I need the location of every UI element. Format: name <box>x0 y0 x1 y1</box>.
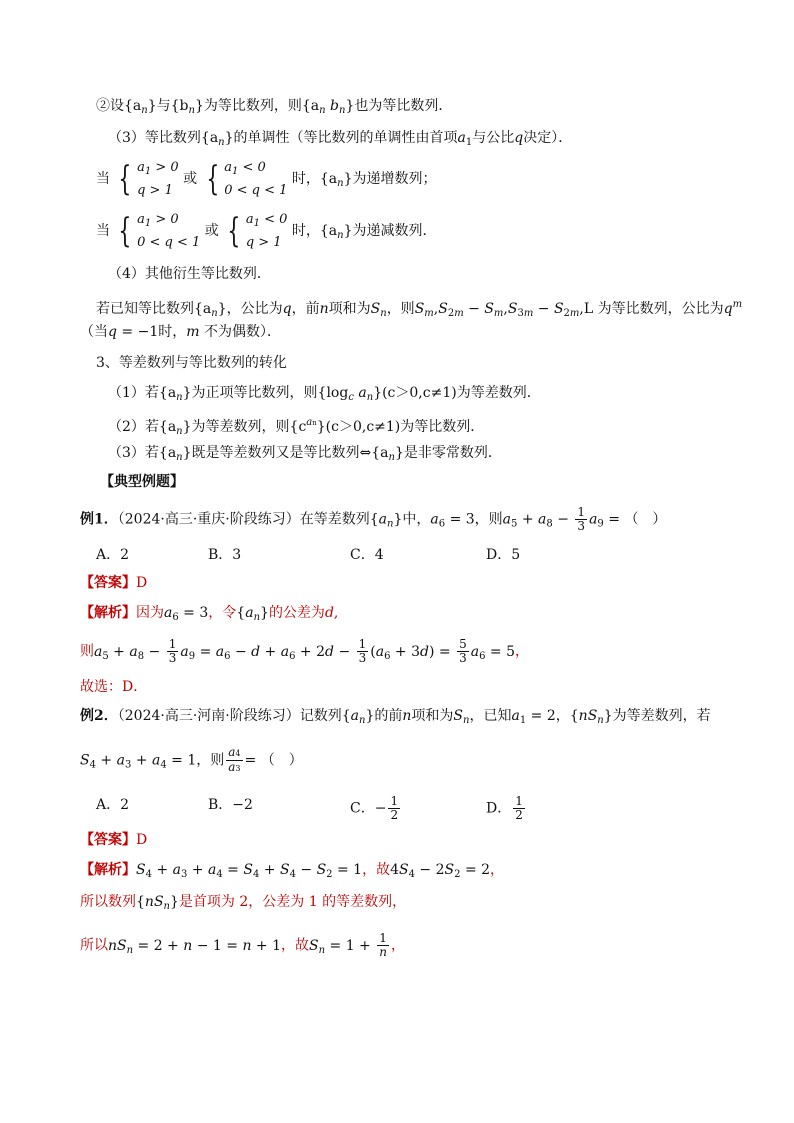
example1-option-a: A．2 <box>96 547 130 563</box>
monotonicity-item: （3）等比数列$\{a_n\}$的单调性（等比数列的单调性由首项$a_1$与公比q决定）． <box>108 130 573 148</box>
example2-option-d: D． $\frac{1}{2}$ <box>486 794 523 822</box>
example2-option-b: B．−2 <box>208 797 253 813</box>
example2-analysis-line1: 【解析】$S_4 + a_3 + a_4 = S_4 + S_4 - S_2 = 1$，故$4S_4 - 2S_2 = 2$， <box>80 862 505 880</box>
example1-option-b: B．3 <box>208 547 242 563</box>
example2-analysis-line3: 所以$nS_n = 2 + n - 1 = n + 1$，故$S_n = 1$ + $\frac{1}{n}$ ， <box>80 931 405 959</box>
example1-conclusion: 故选：D． <box>80 679 148 695</box>
example1-answer: 【答案】D <box>80 575 148 591</box>
example1-question: 例1．（2024·高三·重庆·阶段练习）在等差数列$\{a_n\}$中，$a_6 = 3$，则$a_5 + a_8$ − $\frac{1}{3}$ $a_9$ = （ ） <box>80 505 667 533</box>
section3-title: 3、等差数列与等比数列的转化 <box>96 355 287 371</box>
example2-question-line2: $S_4 + a_3 + a_4 = 1$，则 $\frac{a4}{a3}$ = （ ） <box>80 745 303 774</box>
example1-option-c: C．4 <box>350 547 384 563</box>
typical-examples-heading: 【典型例题】 <box>100 474 184 490</box>
example2-analysis-line2: 所以数列$\{nS_n\}$是首项为 2，公差为 1 的等差数列， <box>80 894 407 912</box>
example1-analysis-line1: 【解析】因为$a_6 = 3$，令$\{a_n\}$的公差为d, <box>80 605 339 623</box>
example2-option-c: C．− $\frac{1}{2}$ <box>350 794 399 822</box>
increasing-condition: 当 { $a_1 > 0$ q > 1 或 { $a_1 < 0$ 0 < q < 1 时，$\{a_n\}$为递增数列； <box>96 159 437 199</box>
derived-sequence-statement: 若已知等比数列$\{a_n\}$，公比为q，前n项和为$S_n$，则$S_m,S_{2m} - S_m,S_{3m} - S_{2m},L$ 为等比数列，公比为$q^m$ <box>96 299 743 319</box>
transform-item-3: （3）若$\{a_n\}$既是等差数列又是等比数列$\Leftrightarrow\{a_n\}$是非零常数列． <box>108 445 502 463</box>
example1-analysis-line2: 则$a_5 + a_8$ − $\frac{1}{3}$ $a_9 = a_6 - d + a_6 + 2d$ − $\frac{1}{3}$ $(a_6 + 3d)$ = $\frac{5}{3}$ $a_6 = 5$， <box>80 637 530 665</box>
example2-answer: 【答案】D <box>80 832 148 848</box>
example1-option-d: D．5 <box>486 547 521 563</box>
transform-item-1: （1）若$\{a_n\}$为正项等比数列，则{$\log_c$ $a_n\}(c>0,c\ne 1)$为等差数列． <box>108 385 541 403</box>
decreasing-condition: 当 { $a_1 > 0$ 0 < q < 1 或 { $a_1 < 0$ q > 1 时，$\{a_n\}$为递减数列． <box>96 211 437 251</box>
example2-question-line1: 例2．（2024·高三·河南·阶段练习）记数列$\{a_n\}$的前n项和为$S_n$，已知$a_1 = 2$，$\{nS_n\}$为等差数列，若 <box>80 708 711 726</box>
geometric-product-rule: ②设$\{a_n\}$与$\{b_n\}$为等比数列，则{$a_n$ $b_n$}也为等比数列． <box>96 98 453 116</box>
example2-option-a: A．2 <box>96 797 130 813</box>
transform-item-2: （2）若$\{a_n\}$为等差数列，则$\{c^{an}\}(c>0,c\ne 1)$为等比数列． <box>108 417 485 437</box>
derived-sequence-item: （4）其他衍生等比数列． <box>108 266 271 282</box>
derived-sequence-note: （当q = −1时，m 不为偶数）． <box>80 324 281 340</box>
